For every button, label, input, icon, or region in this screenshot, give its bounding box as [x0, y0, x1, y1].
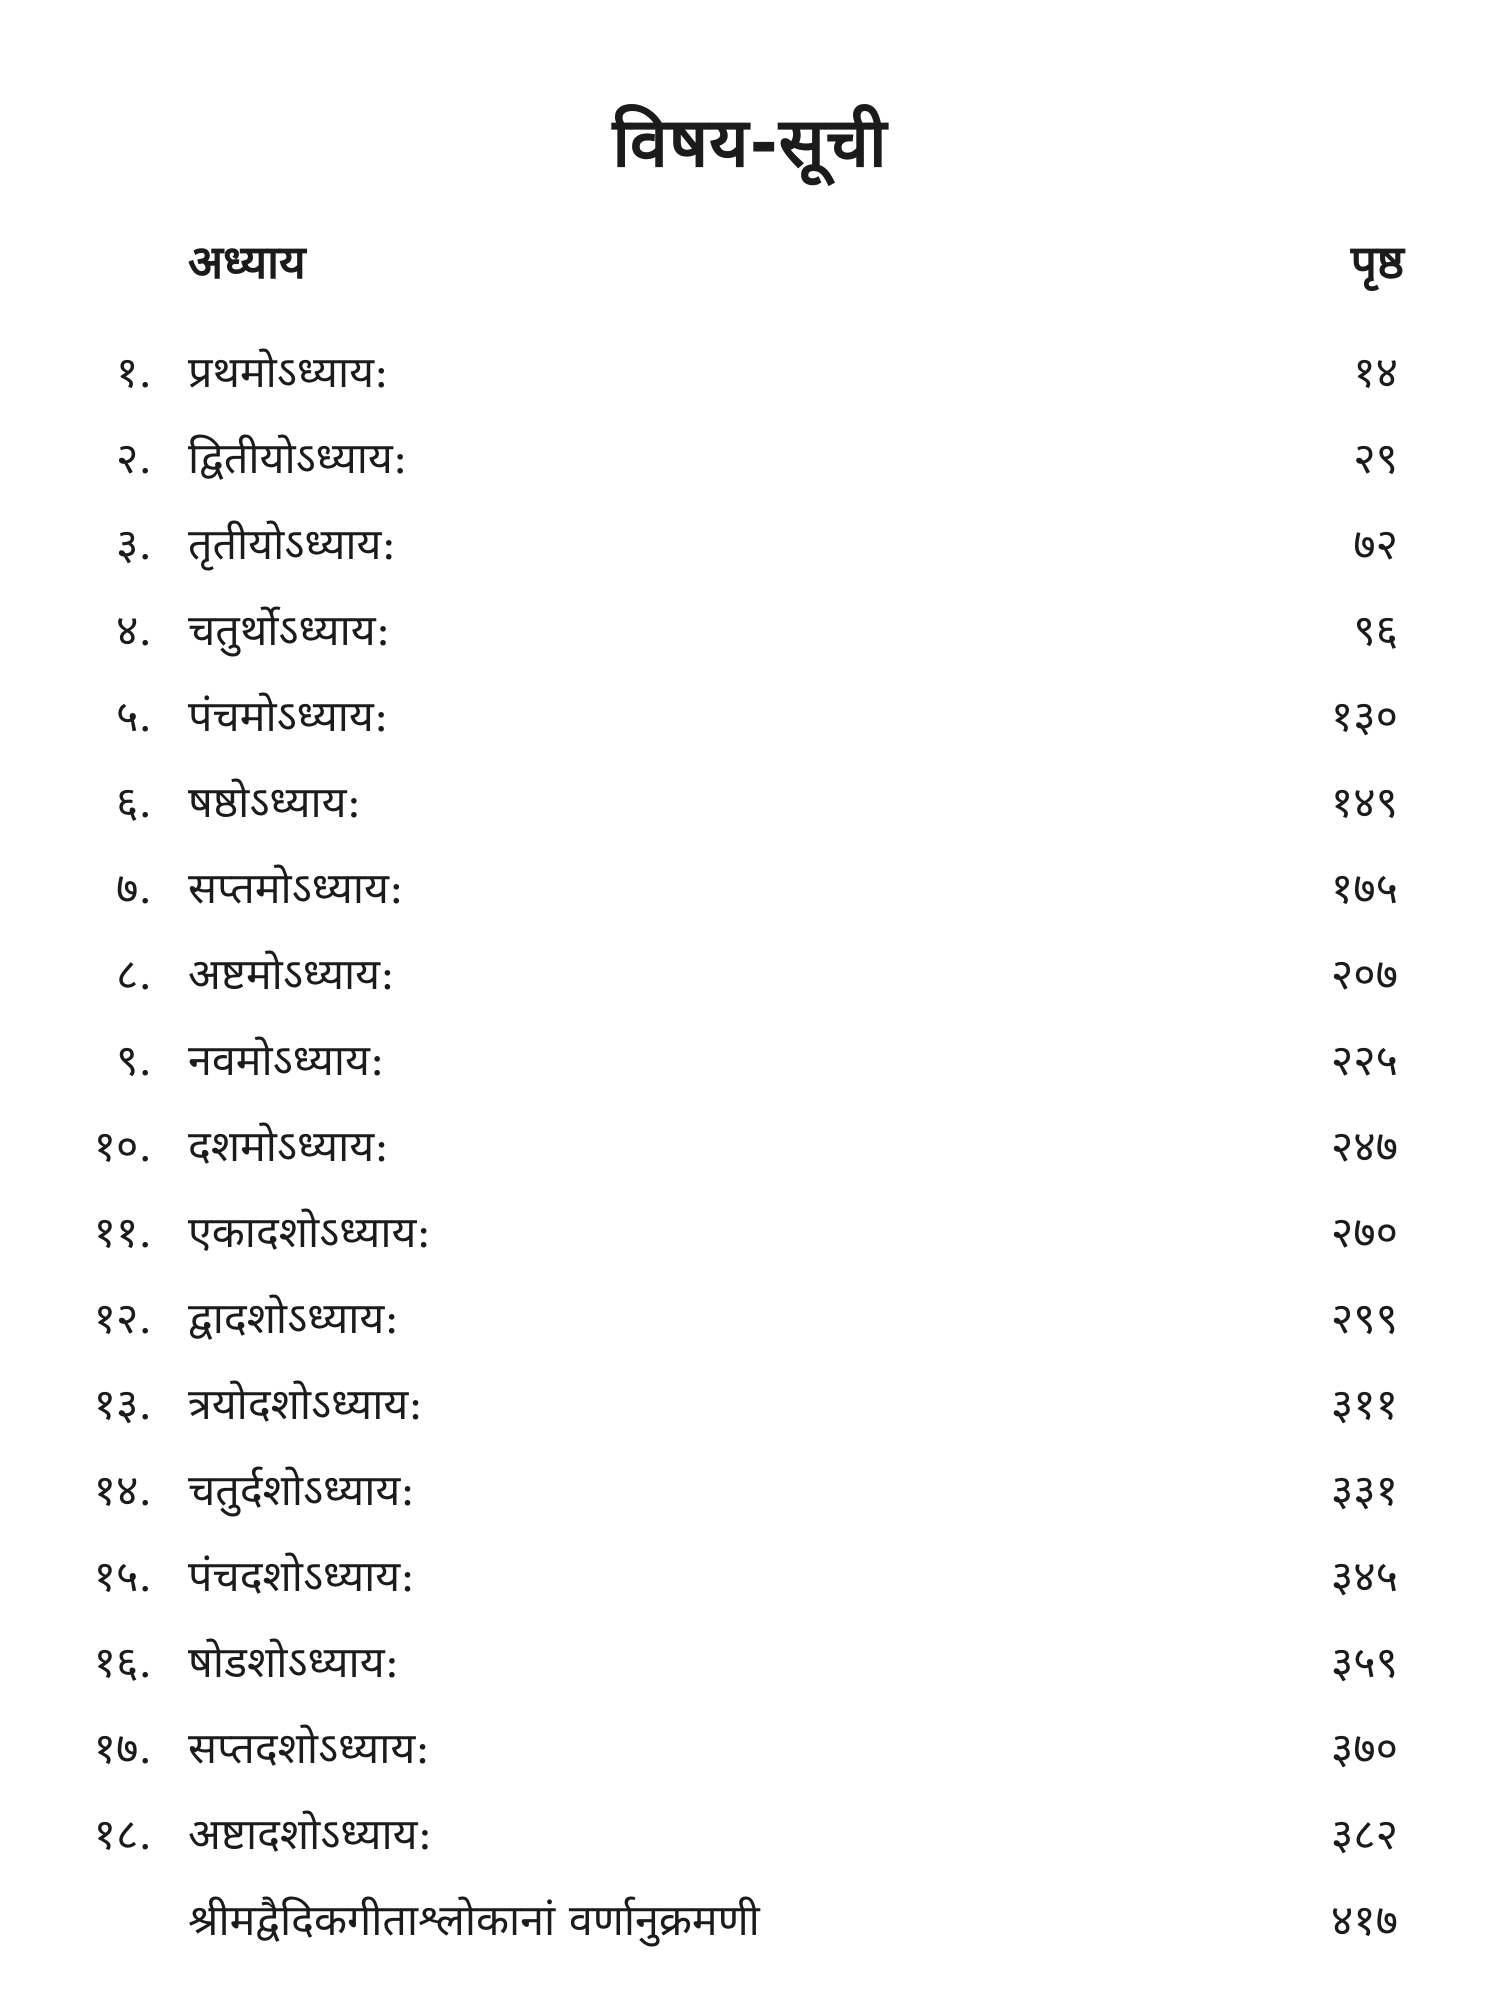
entry-title: सप्तदशोऽध्याय: — [188, 1724, 430, 1774]
entry-title: पंचदशोऽध्याय: — [188, 1552, 415, 1602]
entry-page: ९६ — [1353, 606, 1398, 656]
entry-title: त्रयोदशोऽध्याय: — [188, 1380, 423, 1430]
entry-page: २२५ — [1330, 1036, 1398, 1086]
entry-number: ७. — [115, 864, 152, 914]
toc-entry — [0, 1276, 1500, 1362]
entry-page: २९ — [1353, 434, 1398, 484]
entry-number: १. — [115, 348, 152, 398]
entry-page: २७० — [1330, 1208, 1398, 1258]
entry-title: एकादशोऽध्याय: — [188, 1208, 431, 1258]
toc-entry — [0, 502, 1500, 588]
entry-number: १२. — [93, 1294, 152, 1344]
entry-number: १४. — [93, 1466, 152, 1516]
toc-entry — [0, 760, 1500, 846]
entry-title: षष्ठोऽध्याय: — [188, 778, 362, 828]
entry-title: षोडशोऽध्याय: — [188, 1638, 400, 1688]
entry-title: द्वितीयोऽध्याय: — [188, 434, 408, 484]
toc-entry — [0, 674, 1500, 760]
entry-title: अष्टादशोऽध्याय: — [188, 1810, 433, 1860]
entry-page: १४ — [1353, 348, 1398, 398]
entry-number: ८. — [115, 950, 152, 1000]
toc-entry — [0, 330, 1500, 416]
entry-title: प्रथमोऽध्याय: — [188, 348, 389, 398]
toc-entry — [0, 1792, 1500, 1878]
entry-page: ३७० — [1330, 1724, 1398, 1774]
entry-number: ९. — [115, 1036, 152, 1086]
entry-number: १६. — [93, 1638, 152, 1688]
entry-number: ३. — [115, 520, 152, 570]
entry-number: ५. — [115, 692, 152, 742]
toc-entry-index — [0, 1878, 1500, 1968]
toc-entry — [0, 1018, 1500, 1104]
entry-number: १७. — [93, 1724, 152, 1774]
toc-entry — [0, 588, 1500, 674]
entry-page: ३४५ — [1330, 1552, 1398, 1602]
entry-number: ४. — [115, 606, 152, 656]
page-title: विषय-सूची — [612, 104, 888, 183]
entry-number: १८. — [93, 1810, 152, 1860]
entry-page: ७२ — [1353, 520, 1398, 570]
page-column-label: पृष्ठ — [1350, 235, 1404, 289]
entry-number: १५. — [93, 1552, 152, 1602]
toc-entry — [0, 1534, 1500, 1620]
entry-page: २४७ — [1330, 1122, 1398, 1172]
entry-title: द्वादशोऽध्याय: — [188, 1294, 399, 1344]
toc-entry — [0, 1362, 1500, 1448]
entry-title: श्रीमद्वैदिकगीताश्लोकानां वर्णानुक्रमणी — [188, 1896, 760, 1946]
entry-page: ३५९ — [1330, 1638, 1398, 1688]
toc-entry — [0, 1448, 1500, 1534]
entry-title: नवमोऽध्याय: — [188, 1036, 385, 1086]
entry-title: दशमोऽध्याय: — [188, 1122, 389, 1172]
entry-title: सप्तमोऽध्याय: — [188, 864, 404, 914]
entry-page: १३० — [1330, 692, 1398, 742]
entry-title: पंचमोऽध्याय: — [188, 692, 389, 742]
entry-page: ४१७ — [1330, 1896, 1398, 1946]
entry-title: चतुर्थोऽध्याय: — [188, 606, 391, 656]
entry-number: ११. — [93, 1208, 152, 1258]
entry-number: २. — [115, 434, 152, 484]
toc-entry — [0, 846, 1500, 932]
toc-entry — [0, 932, 1500, 1018]
entry-page: ३३१ — [1330, 1466, 1398, 1516]
entry-title: अष्टमोऽध्याय: — [188, 950, 395, 1000]
entry-title: चतुर्दशोऽध्याय: — [188, 1466, 415, 1516]
entry-number: ६. — [115, 778, 152, 828]
chapter-column-label: अध्याय — [188, 235, 306, 289]
entry-page: ३११ — [1330, 1380, 1398, 1430]
entry-page: २९९ — [1330, 1294, 1398, 1344]
entry-page: १७५ — [1330, 864, 1398, 914]
entry-number: १०. — [93, 1122, 152, 1172]
entry-page: १४९ — [1330, 778, 1398, 828]
toc-entry — [0, 1706, 1500, 1792]
entry-title: तृतीयोऽध्याय: — [188, 520, 396, 570]
toc-entry — [0, 1104, 1500, 1190]
toc-header — [0, 232, 1500, 292]
entry-page: ३८२ — [1330, 1810, 1398, 1860]
toc-entry — [0, 1190, 1500, 1276]
toc-entry — [0, 416, 1500, 502]
toc-entry — [0, 1620, 1500, 1706]
toc-list — [0, 330, 1500, 1968]
entry-page: २०७ — [1330, 950, 1398, 1000]
entry-number: १३. — [93, 1380, 152, 1430]
